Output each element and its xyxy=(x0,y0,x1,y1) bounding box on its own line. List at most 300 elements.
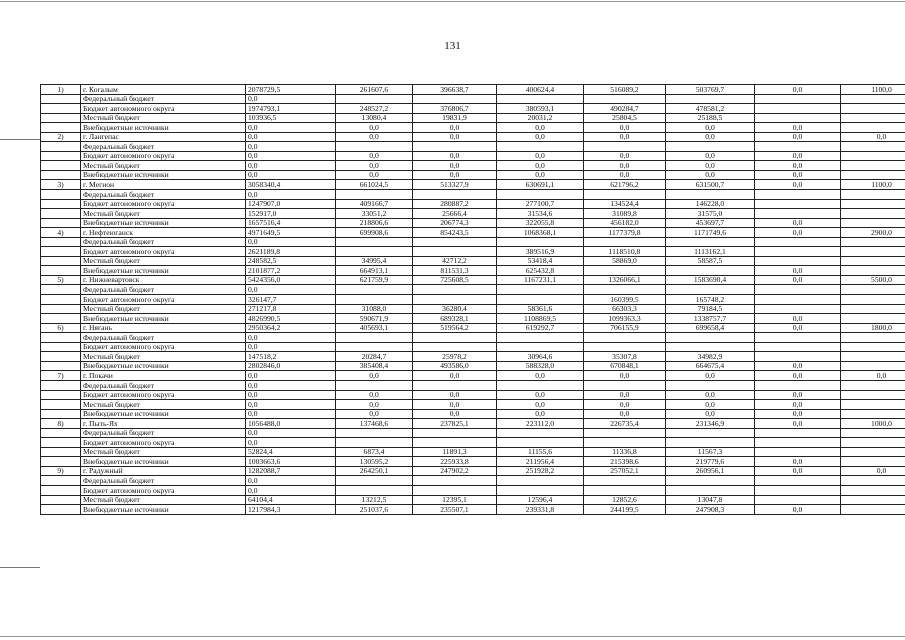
value-cell: 247908,3 xyxy=(666,505,755,515)
value-cell xyxy=(841,113,905,123)
value-cell: 25804,5 xyxy=(584,113,666,123)
value-cell xyxy=(413,485,497,495)
value-cell: 706155,9 xyxy=(584,323,666,333)
value-cell: 25188,5 xyxy=(666,113,755,123)
value-cell: 380593,1 xyxy=(497,104,584,114)
value-cell: 261607,6 xyxy=(336,85,413,95)
value-cell: 1099363,3 xyxy=(584,314,666,324)
row-name-cell: Федеральный бюджет xyxy=(81,333,246,343)
value-cell: 0,0 xyxy=(755,85,841,95)
value-cell: 1217984,3 xyxy=(246,505,336,515)
value-cell: 0,0 xyxy=(841,466,905,476)
value-cell: 0,0 xyxy=(666,170,755,180)
row-index-cell xyxy=(41,304,81,314)
value-cell xyxy=(755,352,841,362)
value-cell xyxy=(413,342,497,352)
value-cell xyxy=(497,237,584,247)
row-index-cell xyxy=(41,209,81,219)
row-name-cell: Федеральный бюджет xyxy=(81,142,246,152)
value-cell: 0,0 xyxy=(336,151,413,161)
value-cell: 625432,8 xyxy=(497,266,584,276)
value-cell xyxy=(841,438,905,448)
row-name-cell: Местный бюджет xyxy=(81,304,246,314)
row-name-cell: г. Когалым xyxy=(81,85,246,95)
value-cell: 244199,5 xyxy=(584,505,666,515)
value-cell xyxy=(841,237,905,247)
row-index-cell xyxy=(41,295,81,305)
value-cell xyxy=(666,266,755,276)
value-cell: 0,0 xyxy=(413,390,497,400)
value-cell: 516089,2 xyxy=(584,85,666,95)
row-name-cell: Внебюджетные источники xyxy=(81,314,246,324)
value-cell: 376806,7 xyxy=(413,104,497,114)
value-cell: 0,0 xyxy=(246,333,336,343)
bottom-scan-border xyxy=(0,636,905,637)
value-cell: 396638,7 xyxy=(413,85,497,95)
value-cell: 0,0 xyxy=(584,390,666,400)
value-cell xyxy=(841,333,905,343)
value-cell: 6873,4 xyxy=(336,447,413,457)
value-cell: 4971649,5 xyxy=(246,228,336,238)
row-name-cell: Бюджет автономного округа xyxy=(81,295,246,305)
value-cell xyxy=(336,247,413,257)
value-cell xyxy=(413,285,497,295)
row-name-cell: Бюджет автономного округа xyxy=(81,342,246,352)
value-cell xyxy=(413,380,497,390)
value-cell: 0,0 xyxy=(497,151,584,161)
row-index-cell xyxy=(41,428,81,438)
row-name-cell: г. Лангепас xyxy=(81,132,246,142)
value-cell: 389516,9 xyxy=(497,247,584,257)
value-cell: 0,0 xyxy=(755,400,841,410)
value-cell: 19831,9 xyxy=(413,113,497,123)
value-cell: 0,0 xyxy=(246,94,336,104)
value-cell xyxy=(666,94,755,104)
row-name-cell: г. Нягань xyxy=(81,323,246,333)
row-index-cell: 8) xyxy=(41,419,81,429)
row-name-cell: Местный бюджет xyxy=(81,161,246,171)
value-cell: 147518,2 xyxy=(246,352,336,362)
source-row xyxy=(41,314,905,324)
row-index-cell xyxy=(41,485,81,495)
row-name-cell: Бюджет автономного округа xyxy=(81,438,246,448)
value-cell: 0,0 xyxy=(246,151,336,161)
value-cell: 619292,7 xyxy=(497,323,584,333)
value-cell: 0,0 xyxy=(413,409,497,419)
value-cell: 25666,4 xyxy=(413,209,497,219)
value-cell: 0,0 xyxy=(755,409,841,419)
value-cell xyxy=(497,295,584,305)
row-index-cell: 3) xyxy=(41,180,81,190)
row-index-cell xyxy=(41,113,81,123)
value-cell: 0,0 xyxy=(666,390,755,400)
value-cell: 588328,0 xyxy=(497,361,584,371)
value-cell: 699658,4 xyxy=(666,323,755,333)
value-cell xyxy=(497,333,584,343)
value-cell xyxy=(666,237,755,247)
value-cell: 503769,7 xyxy=(666,85,755,95)
row-name-cell: Внебюджетные источники xyxy=(81,218,246,228)
row-index-cell xyxy=(41,400,81,410)
value-cell xyxy=(336,485,413,495)
row-index-cell xyxy=(41,352,81,362)
row-index-cell xyxy=(41,361,81,371)
value-cell: 34982,9 xyxy=(666,352,755,362)
value-cell xyxy=(336,342,413,352)
value-cell xyxy=(841,314,905,324)
value-cell xyxy=(413,295,497,305)
value-cell: 33051,2 xyxy=(336,209,413,219)
value-cell xyxy=(755,295,841,305)
value-cell: 0,0 xyxy=(246,142,336,152)
source-row xyxy=(41,266,905,276)
value-cell xyxy=(841,94,905,104)
value-cell: 400624,4 xyxy=(497,85,584,95)
value-cell xyxy=(336,438,413,448)
row-index-cell xyxy=(41,457,81,467)
value-cell: 0,0 xyxy=(666,400,755,410)
row-index-cell xyxy=(41,390,81,400)
value-cell: 631500,7 xyxy=(666,180,755,190)
row-index-cell: 5) xyxy=(41,275,81,285)
value-cell xyxy=(413,247,497,257)
row-index-cell xyxy=(41,123,81,133)
value-cell: 0,0 xyxy=(755,390,841,400)
row-name-cell: Федеральный бюджет xyxy=(81,94,246,104)
municipality-row xyxy=(41,275,905,285)
value-cell xyxy=(841,266,905,276)
value-cell xyxy=(413,428,497,438)
value-cell xyxy=(666,333,755,343)
row-index-cell xyxy=(41,151,81,161)
municipality-row xyxy=(41,371,905,381)
row-name-cell: Федеральный бюджет xyxy=(81,380,246,390)
value-cell: 264250,1 xyxy=(336,466,413,476)
value-cell: 0,0 xyxy=(584,371,666,381)
value-cell xyxy=(841,199,905,209)
value-cell: 12395,1 xyxy=(413,495,497,505)
source-row xyxy=(41,333,905,343)
value-cell xyxy=(841,352,905,362)
row-name-cell: Бюджет автономного округа xyxy=(81,390,246,400)
source-row xyxy=(41,94,905,104)
value-cell xyxy=(755,285,841,295)
value-cell xyxy=(755,94,841,104)
value-cell: 0,0 xyxy=(497,371,584,381)
value-cell: 513327,9 xyxy=(413,180,497,190)
value-cell: 0,0 xyxy=(755,466,841,476)
source-row xyxy=(41,142,905,152)
value-cell: 248582,5 xyxy=(246,256,336,266)
value-cell: 0,0 xyxy=(246,485,336,495)
value-cell: 453697,7 xyxy=(666,218,755,228)
value-cell xyxy=(841,161,905,171)
value-cell: 2101877,2 xyxy=(246,266,336,276)
municipality-row xyxy=(41,419,905,429)
value-cell: 490284,7 xyxy=(584,104,666,114)
value-cell xyxy=(666,342,755,352)
value-cell xyxy=(666,380,755,390)
value-cell xyxy=(755,237,841,247)
budget-table-body xyxy=(41,85,905,515)
value-cell: 0,0 xyxy=(336,390,413,400)
value-cell xyxy=(584,342,666,352)
value-cell xyxy=(755,485,841,495)
value-cell: 0,0 xyxy=(246,123,336,133)
value-cell: 409166,7 xyxy=(336,199,413,209)
municipality-row xyxy=(41,85,905,95)
value-cell xyxy=(413,94,497,104)
value-cell: 664913,1 xyxy=(336,266,413,276)
row-name-cell: Бюджет автономного округа xyxy=(81,247,246,257)
value-cell xyxy=(584,266,666,276)
value-cell: 725608,5 xyxy=(413,275,497,285)
value-cell: 225933,8 xyxy=(413,457,497,467)
source-row xyxy=(41,352,905,362)
value-cell: 0,0 xyxy=(336,132,413,142)
value-cell: 0,0 xyxy=(755,505,841,515)
row-name-cell: Местный бюджет xyxy=(81,209,246,219)
value-cell: 239331,8 xyxy=(497,505,584,515)
value-cell: 271217,8 xyxy=(246,304,336,314)
row-name-cell: Местный бюджет xyxy=(81,400,246,410)
value-cell xyxy=(336,380,413,390)
value-cell xyxy=(413,438,497,448)
value-cell: 277100,7 xyxy=(497,199,584,209)
source-row xyxy=(41,285,905,295)
value-cell: 58587,5 xyxy=(666,256,755,266)
value-cell: 211956,4 xyxy=(497,457,584,467)
value-cell xyxy=(666,485,755,495)
value-cell: 31089,8 xyxy=(584,209,666,219)
value-cell xyxy=(841,295,905,305)
value-cell: 1177379,8 xyxy=(584,228,666,238)
value-cell xyxy=(841,209,905,219)
row-name-cell: Местный бюджет xyxy=(81,352,246,362)
value-cell: 0,0 xyxy=(755,314,841,324)
value-cell: 0,0 xyxy=(246,132,336,142)
source-row xyxy=(41,161,905,171)
value-cell: 0,0 xyxy=(584,151,666,161)
value-cell: 219779,6 xyxy=(666,457,755,467)
source-row xyxy=(41,505,905,515)
value-cell: 0,0 xyxy=(755,123,841,133)
value-cell xyxy=(755,447,841,457)
source-row xyxy=(41,476,905,486)
value-cell: 689328,1 xyxy=(413,314,497,324)
value-cell xyxy=(666,476,755,486)
value-cell xyxy=(584,333,666,343)
value-cell xyxy=(497,142,584,152)
value-cell: 152917,0 xyxy=(246,209,336,219)
row-index-cell xyxy=(41,94,81,104)
value-cell: 20031,2 xyxy=(497,113,584,123)
source-row xyxy=(41,247,905,257)
value-cell: 0,0 xyxy=(246,371,336,381)
source-row xyxy=(41,409,905,419)
row-index-cell: 6) xyxy=(41,323,81,333)
value-cell xyxy=(841,447,905,457)
row-name-cell: Федеральный бюджет xyxy=(81,428,246,438)
value-cell xyxy=(584,380,666,390)
row-name-cell: Федеральный бюджет xyxy=(81,285,246,295)
source-row xyxy=(41,342,905,352)
row-name-cell: Местный бюджет xyxy=(81,447,246,457)
value-cell: 1068368,1 xyxy=(497,228,584,238)
value-cell: 5424356,0 xyxy=(246,275,336,285)
value-cell xyxy=(841,400,905,410)
value-cell xyxy=(413,190,497,200)
value-cell: 0,0 xyxy=(755,132,841,142)
source-row xyxy=(41,237,905,247)
value-cell: 1100,0 xyxy=(841,180,905,190)
value-cell xyxy=(584,428,666,438)
value-cell: 456182,0 xyxy=(584,218,666,228)
value-cell: 130595,2 xyxy=(336,457,413,467)
value-cell: 31088,0 xyxy=(336,304,413,314)
row-name-cell: Местный бюджет xyxy=(81,495,246,505)
row-index-cell xyxy=(41,409,81,419)
value-cell xyxy=(841,190,905,200)
row-index-cell xyxy=(41,190,81,200)
source-row xyxy=(41,123,905,133)
value-cell: 103936,5 xyxy=(246,113,336,123)
value-cell: 2950364,2 xyxy=(246,323,336,333)
value-cell xyxy=(755,342,841,352)
value-cell xyxy=(841,457,905,467)
value-cell: 0,0 xyxy=(246,380,336,390)
value-cell xyxy=(841,304,905,314)
value-cell: 0,0 xyxy=(755,275,841,285)
value-cell xyxy=(336,237,413,247)
value-cell xyxy=(336,285,413,295)
value-cell: 699908,6 xyxy=(336,228,413,238)
source-row xyxy=(41,457,905,467)
row-index-cell xyxy=(41,142,81,152)
source-row xyxy=(41,304,905,314)
source-row xyxy=(41,199,905,209)
value-cell: 0,0 xyxy=(497,132,584,142)
source-row xyxy=(41,485,905,495)
value-cell: 1326066,1 xyxy=(584,275,666,285)
row-name-cell: г. Нефтеюганск xyxy=(81,228,246,238)
value-cell: 13047,8 xyxy=(666,495,755,505)
value-cell: 1167231,1 xyxy=(497,275,584,285)
value-cell xyxy=(755,113,841,123)
value-cell: 36280,4 xyxy=(413,304,497,314)
value-cell: 0,0 xyxy=(755,361,841,371)
source-row xyxy=(41,104,905,114)
value-cell: 30964,6 xyxy=(497,352,584,362)
value-cell: 1657516,4 xyxy=(246,218,336,228)
row-index-cell xyxy=(41,247,81,257)
value-cell: 0,0 xyxy=(497,170,584,180)
value-cell: 664675,4 xyxy=(666,361,755,371)
source-row xyxy=(41,256,905,266)
value-cell: 280887,2 xyxy=(413,199,497,209)
value-cell: 226735,4 xyxy=(584,419,666,429)
row-name-cell: г. Мегион xyxy=(81,180,246,190)
value-cell: 79184,5 xyxy=(666,304,755,314)
source-row xyxy=(41,400,905,410)
row-name-cell: Внебюджетные источники xyxy=(81,505,246,515)
value-cell: 1282088,7 xyxy=(246,466,336,476)
value-cell xyxy=(666,142,755,152)
value-cell: 0,0 xyxy=(666,123,755,133)
row-name-cell: г. Нижневартовск xyxy=(81,275,246,285)
value-cell: 0,0 xyxy=(246,428,336,438)
source-row xyxy=(41,151,905,161)
row-name-cell: Местный бюджет xyxy=(81,256,246,266)
value-cell: 621796,2 xyxy=(584,180,666,190)
value-cell: 0,0 xyxy=(755,371,841,381)
value-cell: 134524,4 xyxy=(584,199,666,209)
value-cell xyxy=(841,285,905,295)
value-cell: 0,0 xyxy=(666,161,755,171)
value-cell: 0,0 xyxy=(413,123,497,133)
value-cell: 2802846,0 xyxy=(246,361,336,371)
value-cell xyxy=(841,476,905,486)
value-cell xyxy=(755,190,841,200)
value-cell: 53418,4 xyxy=(497,256,584,266)
row-name-cell: г. Покачи xyxy=(81,371,246,381)
row-name-cell: Внебюджетные источники xyxy=(81,170,246,180)
value-cell: 811531,3 xyxy=(413,266,497,276)
value-cell: 0,0 xyxy=(413,170,497,180)
municipality-row xyxy=(41,323,905,333)
value-cell: 66303,3 xyxy=(584,304,666,314)
row-name-cell: Внебюджетные источники xyxy=(81,457,246,467)
value-cell: 2621189,8 xyxy=(246,247,336,257)
value-cell xyxy=(336,94,413,104)
value-cell xyxy=(755,247,841,257)
value-cell: 1000,0 xyxy=(841,419,905,429)
value-cell: 11567,3 xyxy=(666,447,755,457)
value-cell: 247902,2 xyxy=(413,466,497,476)
value-cell: 0,0 xyxy=(755,228,841,238)
value-cell xyxy=(584,438,666,448)
value-cell: 0,0 xyxy=(755,266,841,276)
municipality-row xyxy=(41,466,905,476)
value-cell xyxy=(413,333,497,343)
value-cell xyxy=(841,428,905,438)
row-index-cell xyxy=(41,342,81,352)
value-cell: 58869,0 xyxy=(584,256,666,266)
value-cell: 12852,6 xyxy=(584,495,666,505)
row-index-cell xyxy=(41,285,81,295)
value-cell: 0,0 xyxy=(413,161,497,171)
value-cell: 0,0 xyxy=(584,400,666,410)
value-cell: 0,0 xyxy=(755,180,841,190)
value-cell: 0,0 xyxy=(246,400,336,410)
value-cell: 0,0 xyxy=(336,409,413,419)
value-cell: 0,0 xyxy=(413,371,497,381)
value-cell xyxy=(497,380,584,390)
value-cell xyxy=(336,333,413,343)
row-name-cell: Бюджет автономного округа xyxy=(81,199,246,209)
row-name-cell: Бюджет автономного округа xyxy=(81,151,246,161)
value-cell: 4826990,5 xyxy=(246,314,336,324)
row-name-cell: Федеральный бюджет xyxy=(81,237,246,247)
value-cell xyxy=(584,485,666,495)
value-cell: 165748,2 xyxy=(666,295,755,305)
value-cell xyxy=(755,428,841,438)
page-number: 131 xyxy=(444,40,461,52)
row-name-cell: Бюджет автономного округа xyxy=(81,485,246,495)
row-name-cell: Внебюджетные источники xyxy=(81,361,246,371)
value-cell: 0,0 xyxy=(336,400,413,410)
value-cell: 25978,2 xyxy=(413,352,497,362)
